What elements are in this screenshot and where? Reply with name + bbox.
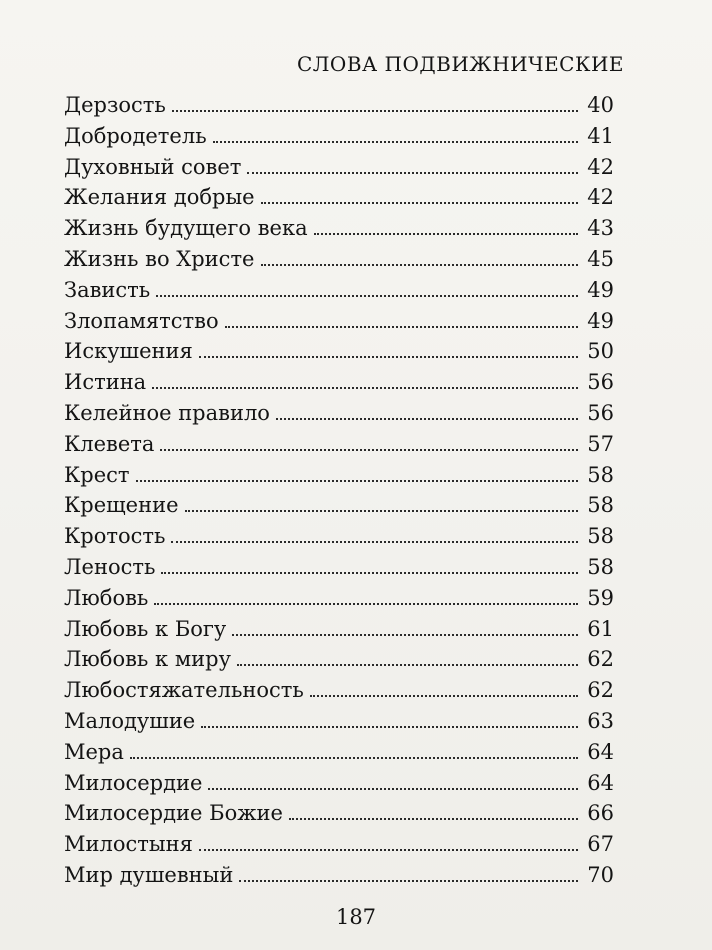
dot-leader xyxy=(247,171,578,174)
toc-entry-title: Духовный совет xyxy=(64,154,242,179)
toc-entry-page: 49 xyxy=(587,277,614,302)
dot-leader xyxy=(289,817,578,820)
toc-entry-title: Мера xyxy=(64,739,124,764)
toc-entry xyxy=(64,798,614,829)
dot-leader xyxy=(199,355,578,358)
dot-leader xyxy=(152,386,578,389)
toc-entry xyxy=(64,213,614,244)
toc-entry-page: 62 xyxy=(587,647,614,672)
toc-entry-page: 59 xyxy=(587,585,614,610)
toc-entry-page: 63 xyxy=(587,708,614,733)
toc-entry-page: 66 xyxy=(587,801,614,826)
toc-entry-page: 50 xyxy=(587,339,614,364)
dot-leader xyxy=(314,232,578,235)
toc-entry-page: 49 xyxy=(587,308,614,333)
toc-entry xyxy=(64,429,614,460)
toc-entry xyxy=(64,336,614,367)
dot-leader xyxy=(154,602,578,605)
dot-leader xyxy=(239,879,578,882)
toc-entry-page: 58 xyxy=(587,524,614,549)
toc-entry-page: 58 xyxy=(587,554,614,579)
dot-leader xyxy=(310,694,578,697)
dot-leader xyxy=(136,479,578,482)
toc-entry-title: Кротость xyxy=(64,524,166,549)
table-of-contents xyxy=(64,90,614,891)
toc-entry-title: Леность xyxy=(64,554,156,579)
toc-entry-page: 57 xyxy=(587,431,614,456)
toc-entry xyxy=(64,182,614,213)
toc-entry-page: 40 xyxy=(587,93,614,117)
toc-entry xyxy=(64,737,614,768)
toc-entry-page: 43 xyxy=(587,216,614,241)
toc-entry xyxy=(64,552,614,583)
toc-entry-title: Любовь к миру xyxy=(64,647,231,672)
toc-entry xyxy=(64,306,614,337)
toc-entry xyxy=(64,275,614,306)
dot-leader xyxy=(156,294,578,297)
toc-entry-title: Зависть xyxy=(64,277,151,302)
toc-entry-page: 67 xyxy=(587,832,614,857)
toc-entry-title: Истина xyxy=(64,370,147,395)
toc-entry-title: Желания добрые xyxy=(64,185,255,210)
dot-leader xyxy=(171,540,578,543)
dot-leader xyxy=(261,201,578,204)
toc-entry-title: Милосердие Божие xyxy=(64,801,283,826)
toc-entry-title: Мир душевный xyxy=(64,862,234,887)
toc-entry-title: Любостяжательность xyxy=(64,678,304,703)
toc-entry-page: 58 xyxy=(587,493,614,518)
toc-entry xyxy=(64,583,614,614)
dot-leader xyxy=(208,787,578,790)
dot-leader xyxy=(130,756,578,759)
dot-leader xyxy=(261,263,579,266)
toc-entry-page: 64 xyxy=(587,739,614,764)
toc-entry-title: Любовь xyxy=(64,585,149,610)
toc-entry xyxy=(64,675,614,706)
toc-entry xyxy=(64,490,614,521)
dot-leader xyxy=(276,417,578,420)
dot-leader xyxy=(201,725,578,728)
toc-entry-title: Любовь к Богу xyxy=(64,616,227,641)
dot-leader xyxy=(225,325,578,328)
dot-leader xyxy=(160,448,578,451)
toc-entry xyxy=(64,460,614,491)
toc-entry xyxy=(64,644,614,675)
toc-entry-page: 56 xyxy=(587,370,614,395)
toc-entry xyxy=(64,244,614,275)
page-number: 187 xyxy=(335,905,377,929)
toc-entry xyxy=(64,90,614,121)
dot-leader xyxy=(232,633,578,636)
toc-entry-page: 42 xyxy=(587,185,614,210)
toc-entry-page: 41 xyxy=(587,123,614,148)
toc-entry xyxy=(64,367,614,398)
running-header: СЛОВА ПОДВИЖНИЧЕСКИЕ xyxy=(296,52,624,76)
toc-entry-title: Милосердие xyxy=(64,770,203,795)
toc-entry-page: 61 xyxy=(587,616,614,641)
toc-entry xyxy=(64,398,614,429)
toc-entry-title: Крест xyxy=(64,462,130,487)
dot-leader xyxy=(161,571,578,574)
toc-entry-title: Искушения xyxy=(64,339,193,364)
toc-entry xyxy=(64,829,614,860)
toc-entry-title: Клевета xyxy=(64,431,155,456)
toc-entry-title: Келейное правило xyxy=(64,400,270,425)
toc-entry xyxy=(64,614,614,645)
toc-entry xyxy=(64,121,614,152)
toc-entry-title: Жизнь будущего века xyxy=(64,216,308,241)
toc-entry-page: 58 xyxy=(587,462,614,487)
toc-entry xyxy=(64,706,614,737)
toc-entry-title: Милостыня xyxy=(64,832,193,857)
toc-entry-title: Дерзость xyxy=(64,93,166,117)
toc-entry xyxy=(64,521,614,552)
dot-leader xyxy=(185,509,579,512)
toc-entry xyxy=(64,768,614,799)
dot-leader xyxy=(199,848,578,851)
toc-entry-title: Крещение xyxy=(64,493,179,518)
toc-entry-page: 62 xyxy=(587,678,614,703)
toc-entry xyxy=(64,860,614,891)
toc-entry-title: Злопамятство xyxy=(64,308,219,333)
toc-entry-page: 70 xyxy=(587,862,614,887)
toc-entry-title: Жизнь во Христе xyxy=(64,246,255,271)
toc-entry-page: 45 xyxy=(587,246,614,271)
toc-entry-page: 56 xyxy=(587,400,614,425)
toc-entry-title: Добродетель xyxy=(64,123,207,148)
dot-leader xyxy=(213,140,578,143)
toc-entry xyxy=(64,152,614,183)
dot-leader xyxy=(172,109,578,112)
toc-entry-page: 42 xyxy=(587,154,614,179)
toc-entry-title: Малодушие xyxy=(64,708,196,733)
dot-leader xyxy=(237,663,578,666)
toc-entry-page: 64 xyxy=(587,770,614,795)
